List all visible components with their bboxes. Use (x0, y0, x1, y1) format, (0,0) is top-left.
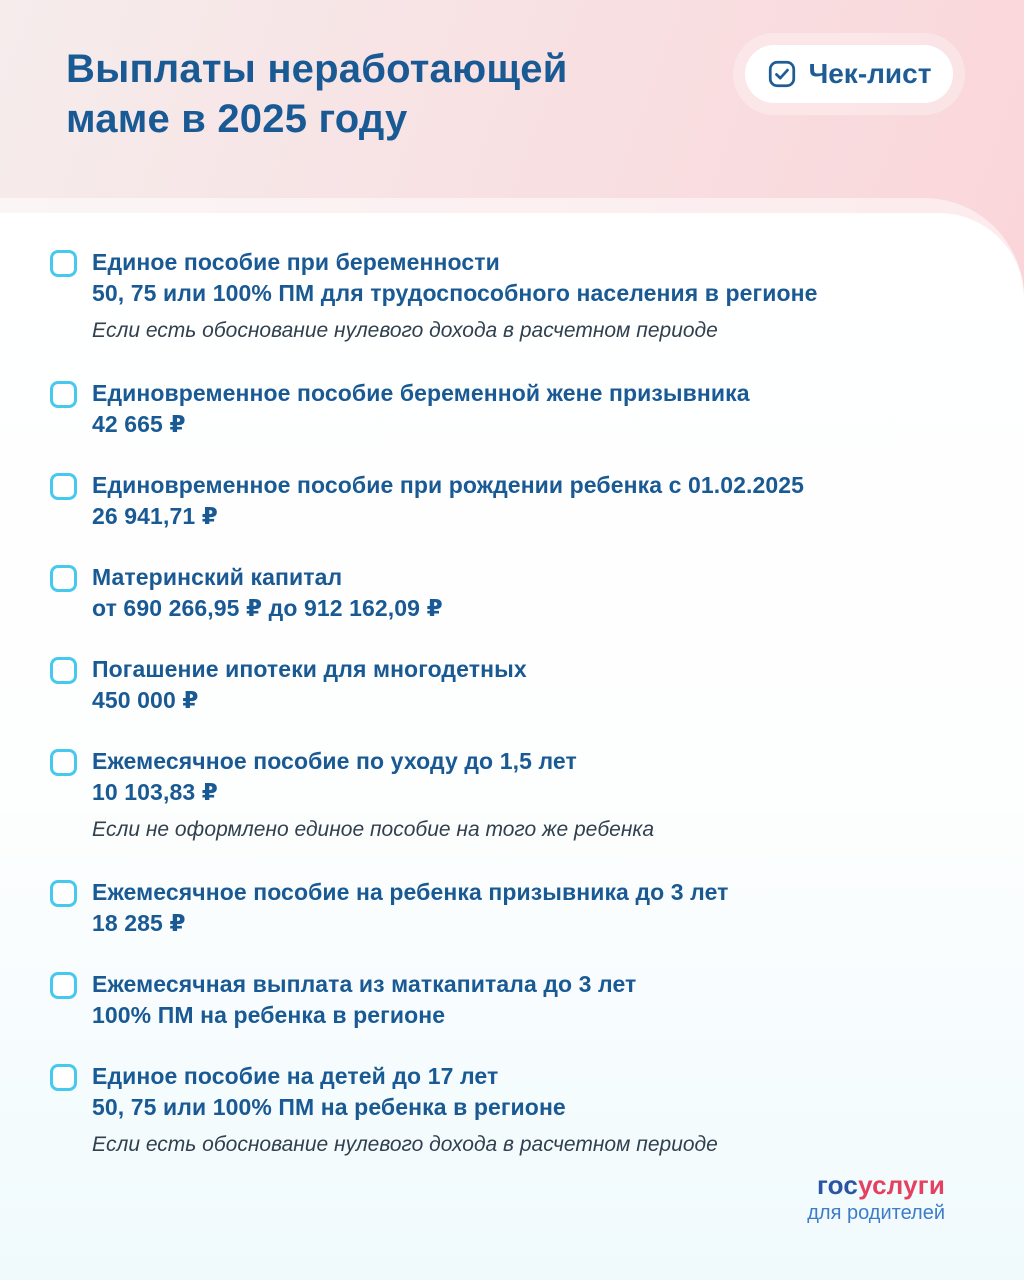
checklist-item (50, 470, 988, 532)
logo-part-gos: гос (816, 1170, 859, 1200)
checklist-item (50, 654, 988, 716)
checkbox[interactable] (50, 1064, 77, 1091)
gosuslugi-logo (807, 1170, 945, 1226)
checkbox[interactable] (50, 972, 77, 999)
gosuslugi-wordmark (807, 1170, 945, 1200)
checklist-badge (745, 45, 953, 103)
checklist-item (50, 969, 988, 1031)
item-title: Ежемесячное пособие на ребенка призывника до 3 лет (92, 879, 729, 905)
item-value: 100% ПМ на ребенка в регионе (92, 1002, 446, 1028)
item-text (92, 378, 988, 440)
item-text (92, 969, 988, 1031)
checkbox-check-icon (767, 59, 797, 89)
item-text (92, 470, 988, 532)
item-value: 10 103,83 ₽ (92, 779, 218, 805)
item-value: 450 000 ₽ (92, 687, 199, 713)
page-title-line2: маме в 2025 году (66, 97, 408, 141)
item-text (92, 654, 988, 716)
item-title: Материнский капитал (92, 564, 343, 590)
checklist-item (50, 1061, 988, 1159)
checkbox[interactable] (50, 880, 77, 907)
item-title: Единое пособие на детей до 17 лет (92, 1063, 499, 1089)
checkbox[interactable] (50, 657, 77, 684)
checkbox[interactable] (50, 250, 77, 277)
item-value: 26 941,71 ₽ (92, 503, 218, 529)
checkbox[interactable] (50, 749, 77, 776)
page-title-line1: Выплаты неработающей (66, 47, 568, 91)
checklist-item (50, 746, 988, 844)
item-value: 50, 75 или 100% ПМ на ребенка в регионе (92, 1094, 566, 1120)
item-value: 50, 75 или 100% ПМ для трудоспособного населения в регионе (92, 280, 818, 306)
checklist-item (50, 562, 988, 624)
item-value: 18 285 ₽ (92, 910, 186, 936)
item-note: Если не оформлено единое пособие на того же ребенка (92, 818, 655, 841)
badge-label: Чек-лист (808, 58, 932, 89)
logo-part-uslugi: услуги (858, 1170, 945, 1200)
item-value: 42 665 ₽ (92, 411, 186, 437)
item-text (92, 1061, 988, 1159)
item-note: Если есть обоснование нулевого дохода в расчетном периоде (92, 319, 718, 342)
item-text (92, 562, 988, 624)
page-title (66, 44, 568, 144)
checklist-item (50, 247, 988, 345)
item-title: Погашение ипотеки для многодетных (92, 656, 527, 682)
item-text (92, 746, 988, 844)
checklist-item (50, 378, 988, 440)
item-title: Единовременное пособие при рождении ребенка с 01.02.2025 (92, 472, 805, 498)
item-text (92, 247, 988, 345)
checkbox[interactable] (50, 565, 77, 592)
item-title: Единое пособие при беременности (92, 249, 500, 275)
item-value: от 690 266,95 ₽ до 912 162,09 ₽ (92, 595, 443, 621)
item-title: Единовременное пособие беременной жене призывника (92, 380, 750, 406)
item-title: Ежемесячная выплата из маткапитала до 3 лет (92, 971, 637, 997)
logo-subtitle: для родителей (807, 1202, 945, 1224)
checkbox[interactable] (50, 473, 77, 500)
item-text (92, 877, 988, 939)
checklist-item (50, 877, 988, 939)
item-note: Если есть обоснование нулевого дохода в расчетном периоде (92, 1133, 718, 1156)
item-title: Ежемесячное пособие по уходу до 1,5 лет (92, 748, 577, 774)
checkbox[interactable] (50, 381, 77, 408)
